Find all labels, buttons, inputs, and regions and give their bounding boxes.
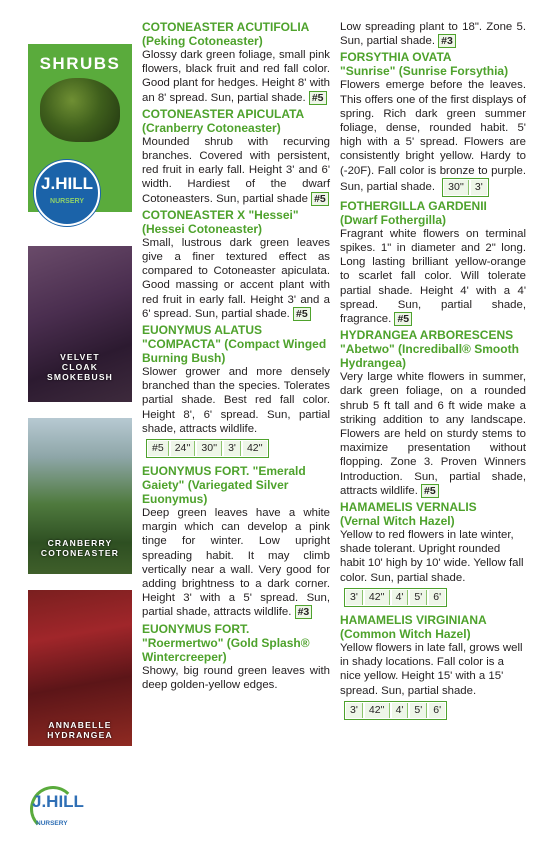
plant-entry: [142, 208, 330, 321]
logo-sub: NURSERY: [50, 198, 84, 205]
photo-hydrangea: [28, 590, 132, 746]
plant-entry: [340, 500, 526, 611]
container-size-tag: #5: [311, 192, 329, 206]
size-table: [344, 701, 447, 720]
plant-title: FOTHERGILLA GARDENII: [340, 198, 487, 213]
size-cell: 5': [410, 703, 427, 718]
plant-entry: [340, 613, 526, 724]
plant-entry: [142, 622, 330, 692]
plant-common-name: (Vernal Witch Hazel): [340, 514, 455, 529]
plant-title: EUONYMUS ALATUS "COMPACTA" (Compact Winged Burning Bush): [142, 323, 327, 366]
plant-common-name: (Hessei Cotoneaster): [142, 221, 263, 236]
plant-title: COTONEASTER ACUTIFOLIA: [142, 20, 310, 34]
size-cell: 3': [346, 590, 363, 605]
plant-description: Mounded shrub with recurving branches. Covered with persistent, red fruit in early fall. Height 3' and 6' width. Hardiest of the dwarf Cotoneasters. Sun, partial shade #5: [142, 135, 330, 205]
plant-entry: [340, 328, 526, 498]
size-cell: 24'': [171, 441, 196, 456]
size-table: [442, 178, 489, 197]
size-cell: 30'': [197, 441, 222, 456]
plant-entry: [340, 50, 526, 196]
photo-cotoneaster: [28, 418, 132, 574]
container-size-tag: #5: [309, 91, 327, 105]
size-table: [344, 588, 447, 607]
plant-title: EUONYMUS FORT. "Roermertwo" (Gold Splash® Wintercreeper): [142, 621, 310, 664]
section-title: SHRUBS: [39, 54, 121, 73]
plant-common-name: (Common Witch Hazel): [340, 626, 471, 641]
caption-line: COTONEASTER: [40, 548, 120, 558]
plant-description: Fragrant white flowers on terminal spikes. 1" in diameter and 2" long. Long lasting brilliant yellow-orange to scarlet fall color. Will tolerate partial shade. Height 4' with a 4' spread. Sun, partial shade, fragrance. #5: [340, 227, 526, 326]
plant-title: EUONYMUS FORT. "Emerald Gaiety" (Variegated Silver Euonymus): [142, 464, 306, 507]
photo-caption: [28, 720, 132, 740]
plant-entry: [340, 199, 526, 326]
plant-entry-continued: [340, 20, 526, 48]
shrub-image: [40, 78, 120, 142]
size-table: [146, 439, 269, 458]
caption-line: ANNABELLE: [48, 720, 112, 730]
jhill-logo-badge: [34, 160, 100, 226]
plant-common-name: "Sunrise" (Sunrise Forsythia): [340, 64, 509, 79]
size-cell: 6': [429, 703, 445, 718]
caption-line: HYDRANGEA: [47, 730, 113, 740]
plant-description: Showy, big round green leaves with deep golden-yellow edges.: [142, 664, 330, 691]
plant-title: HAMAMELIS VERNALIS: [340, 500, 477, 515]
left-column: [142, 20, 330, 694]
plant-title: COTONEASTER X "Hessei": [142, 207, 299, 222]
size-cell: 3': [346, 703, 363, 718]
plant-common-name: (Peking Cotoneaster): [142, 34, 263, 48]
plant-description: Glossy dark green foliage, small pink flowers, black fruit and red fall color. Good plant for hedges. Height 8' with an 8' spread. Sun, partial shade. #5: [142, 49, 330, 104]
size-cell: 6': [429, 590, 445, 605]
caption-line: CLOAK: [61, 362, 99, 372]
size-cell: 3': [224, 441, 241, 456]
plant-description: Yellow to red flowers in late winter, shade tolerant. Upright rounded habit 10' high by 10' wide. Yellow fall color. Sun, partial shade.: [340, 529, 524, 584]
container-size-tag: #5: [293, 307, 311, 321]
plant-description: Slower grower and more densely branched than the species. Tolerates partial shade. Best red fall color. Height 8', 6' spread. Sun, partial shade, attracts wildlife.: [142, 366, 330, 435]
jhill-logo-footer: [30, 786, 84, 830]
size-cell: 42'': [243, 441, 267, 456]
plant-description: Deep green leaves have a white margin which can develop a pink tinge for winter. Low upright spreading habit. It may climb vertically near a wall. Very good for adding brightness to a dark corner. Height 3' with a 5' spread. Sun, partial shade, attracts wildlife. #3: [142, 507, 330, 619]
plant-description: Small, lustrous dark green leaves give a finer textured effect as compared to Cotoneaster apiculata. Good massing or accent plant with red fruit in early fall. Height 3' and a 6' spread. Sun, partial shade. #5: [142, 236, 330, 320]
plant-title: HYDRANGEA ARBORESCENS "Abetwo" (Incrediball® Smooth Hydrangea): [340, 328, 519, 371]
plant-entry: [142, 464, 330, 620]
caption-line: VELVET: [60, 352, 100, 362]
plant-entry: [142, 20, 330, 105]
plant-description: Very large white flowers in summer, dark green foliage, on a rounded shrub 5 ft tall and 6 ft wide make a striking addition to any landscape. Flowers are held on sturdy stems to maximize presentation without flopping. Zone 3. Proven Winners Introduction. Sun, partial shade, attracts wildlife. #5: [340, 371, 526, 497]
size-cell: 5': [410, 590, 427, 605]
container-size-tag: #3: [295, 605, 313, 619]
plant-description: Flowers emerge before the leaves. This offers one of the first displays of spring. Rich dark green summer foliage, dense, rounded habit. 5' high with a 5' spread. Flowers are consistently bright yellow. Hardy to (-20F). Fall color is bronze to purple. Sun, partial shade. 30'' 3': [340, 78, 526, 196]
plant-common-name: (Cranberry Cotoneaster): [142, 120, 281, 135]
logo-name: J.HILL: [41, 174, 93, 193]
photo-caption: [28, 538, 132, 558]
plant-common-name: (Dwarf Fothergilla): [340, 212, 447, 227]
plant-description: Low spreading plant to 18". Zone 5. Sun, partial shade. #3: [340, 21, 526, 48]
plant-title: HAMAMELIS VIRGINIANA: [340, 612, 487, 627]
photo-smokebush: [28, 246, 132, 402]
logo-sub: NURSERY: [36, 820, 68, 827]
plant-description: Yellow flowers in late fall, grows well in shady locations. Fall color is a nice yellow. Height 15' with a 15' spread. Sun, partial shade.: [340, 641, 523, 697]
size-cell: 42'': [365, 590, 390, 605]
plant-entry: [142, 107, 330, 206]
container-size-tag: #5: [421, 484, 439, 498]
size-cell: 4': [392, 590, 409, 605]
container-size-tag: #5: [394, 312, 412, 326]
size-cell: 30'': [444, 180, 469, 195]
photo-caption: [28, 352, 132, 382]
caption-line: CRANBERRY: [47, 538, 113, 548]
container-size-tag: #3: [438, 34, 456, 48]
plant-entry: [142, 323, 330, 462]
size-cell: #5: [148, 441, 169, 456]
caption-line: SMOKEBUSH: [46, 372, 114, 382]
plant-title: COTONEASTER APICULATA: [142, 106, 305, 121]
plant-title: FORSYTHIA OVATA: [340, 50, 452, 65]
logo-name: J.HILL: [32, 792, 84, 811]
size-cell: 4': [392, 703, 409, 718]
right-column: [340, 20, 526, 726]
size-cell: 3': [471, 180, 487, 195]
size-cell: 42'': [365, 703, 390, 718]
